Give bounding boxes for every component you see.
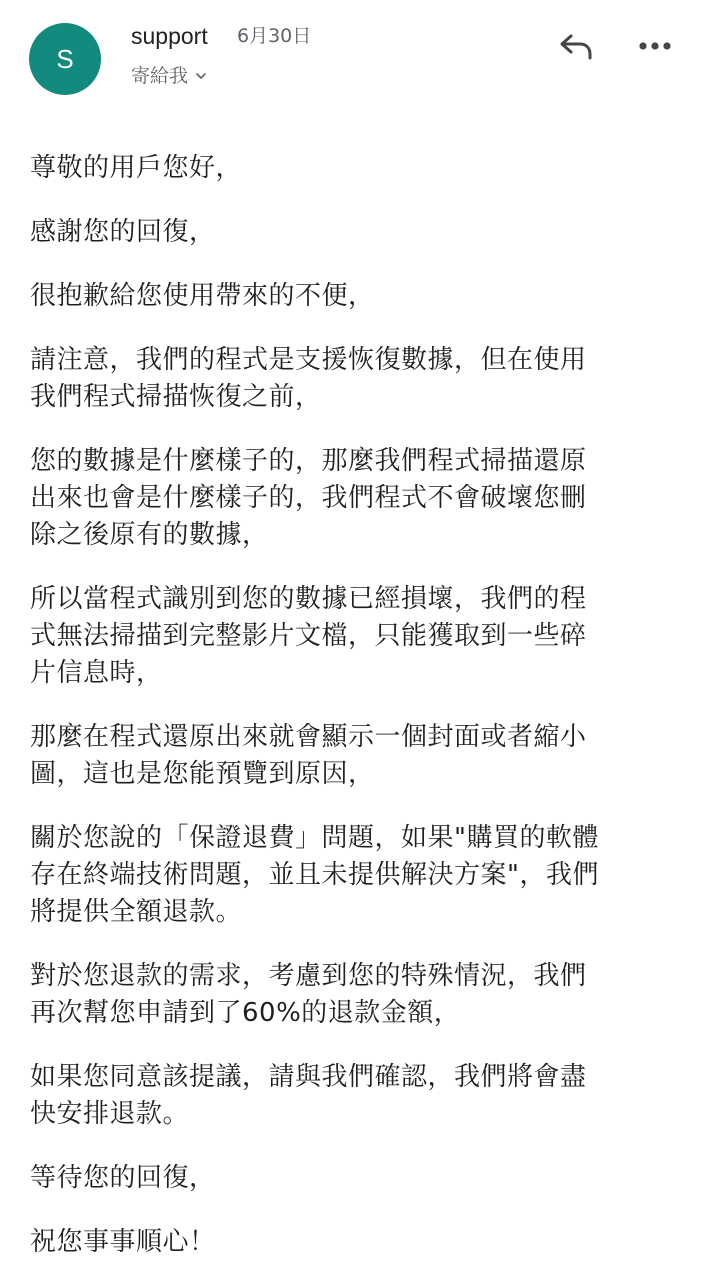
body-paragraph: 對於您退款的需求，考慮到您的特殊情況，我們 再次幫您申請到了60%的退款金額，: [30, 961, 587, 1028]
sender-avatar[interactable]: S: [29, 23, 101, 95]
body-paragraph: 關於您說的「保證退費」問題，如果"購買的軟體 存在終端技術問題，並且未提供解決方案"，我們 將提供全額退款。: [30, 823, 599, 927]
body-paragraph: 祝您事事順心！: [30, 1227, 216, 1257]
reply-icon: [558, 31, 594, 61]
recipient-label: 寄給我: [131, 65, 189, 87]
recipient-details-toggle[interactable]: [131, 62, 208, 90]
email-header: [0, 0, 706, 120]
body-paragraph: 請注意，我們的程式是支援恢復數據，但在使用 我們程式掃描恢復之前，: [30, 345, 587, 412]
body-paragraph: 等待您的回復，: [30, 1163, 216, 1193]
body-paragraph: 如果您同意該提議，請與我們確認，我們將會盡 快安排退款。: [30, 1062, 587, 1129]
email-body: [30, 150, 670, 1288]
body-paragraph: 您的數據是什麼樣子的，那麼我們程式掃描還原 出來也會是什麼樣子的，我們程式不會破壞您刪 除之後原有的數據，: [30, 446, 587, 550]
body-paragraph: 很抱歉給您使用帶來的不便，: [30, 281, 375, 311]
body-paragraph: 那麼在程式還原出來就會顯示一個封面或者縮小 圖，這也是您能預覽到原因，: [30, 722, 587, 789]
sender-name[interactable]: support: [131, 23, 208, 49]
body-paragraph: 所以當程式識別到您的數據已經損壞，我們的程 式無法掃描到完整影片文檔，只能獲取到一些碎 片信息時，: [30, 584, 587, 688]
body-paragraph: 尊敬的用戶您好，: [30, 153, 243, 183]
body-paragraph: 感謝您的回復，: [30, 217, 216, 247]
more-vert-icon: [638, 41, 672, 51]
email-date: 6月30日: [237, 25, 312, 47]
reply-button[interactable]: [556, 28, 596, 64]
more-options-button[interactable]: [634, 28, 676, 64]
chevron-down-icon: [194, 69, 208, 83]
